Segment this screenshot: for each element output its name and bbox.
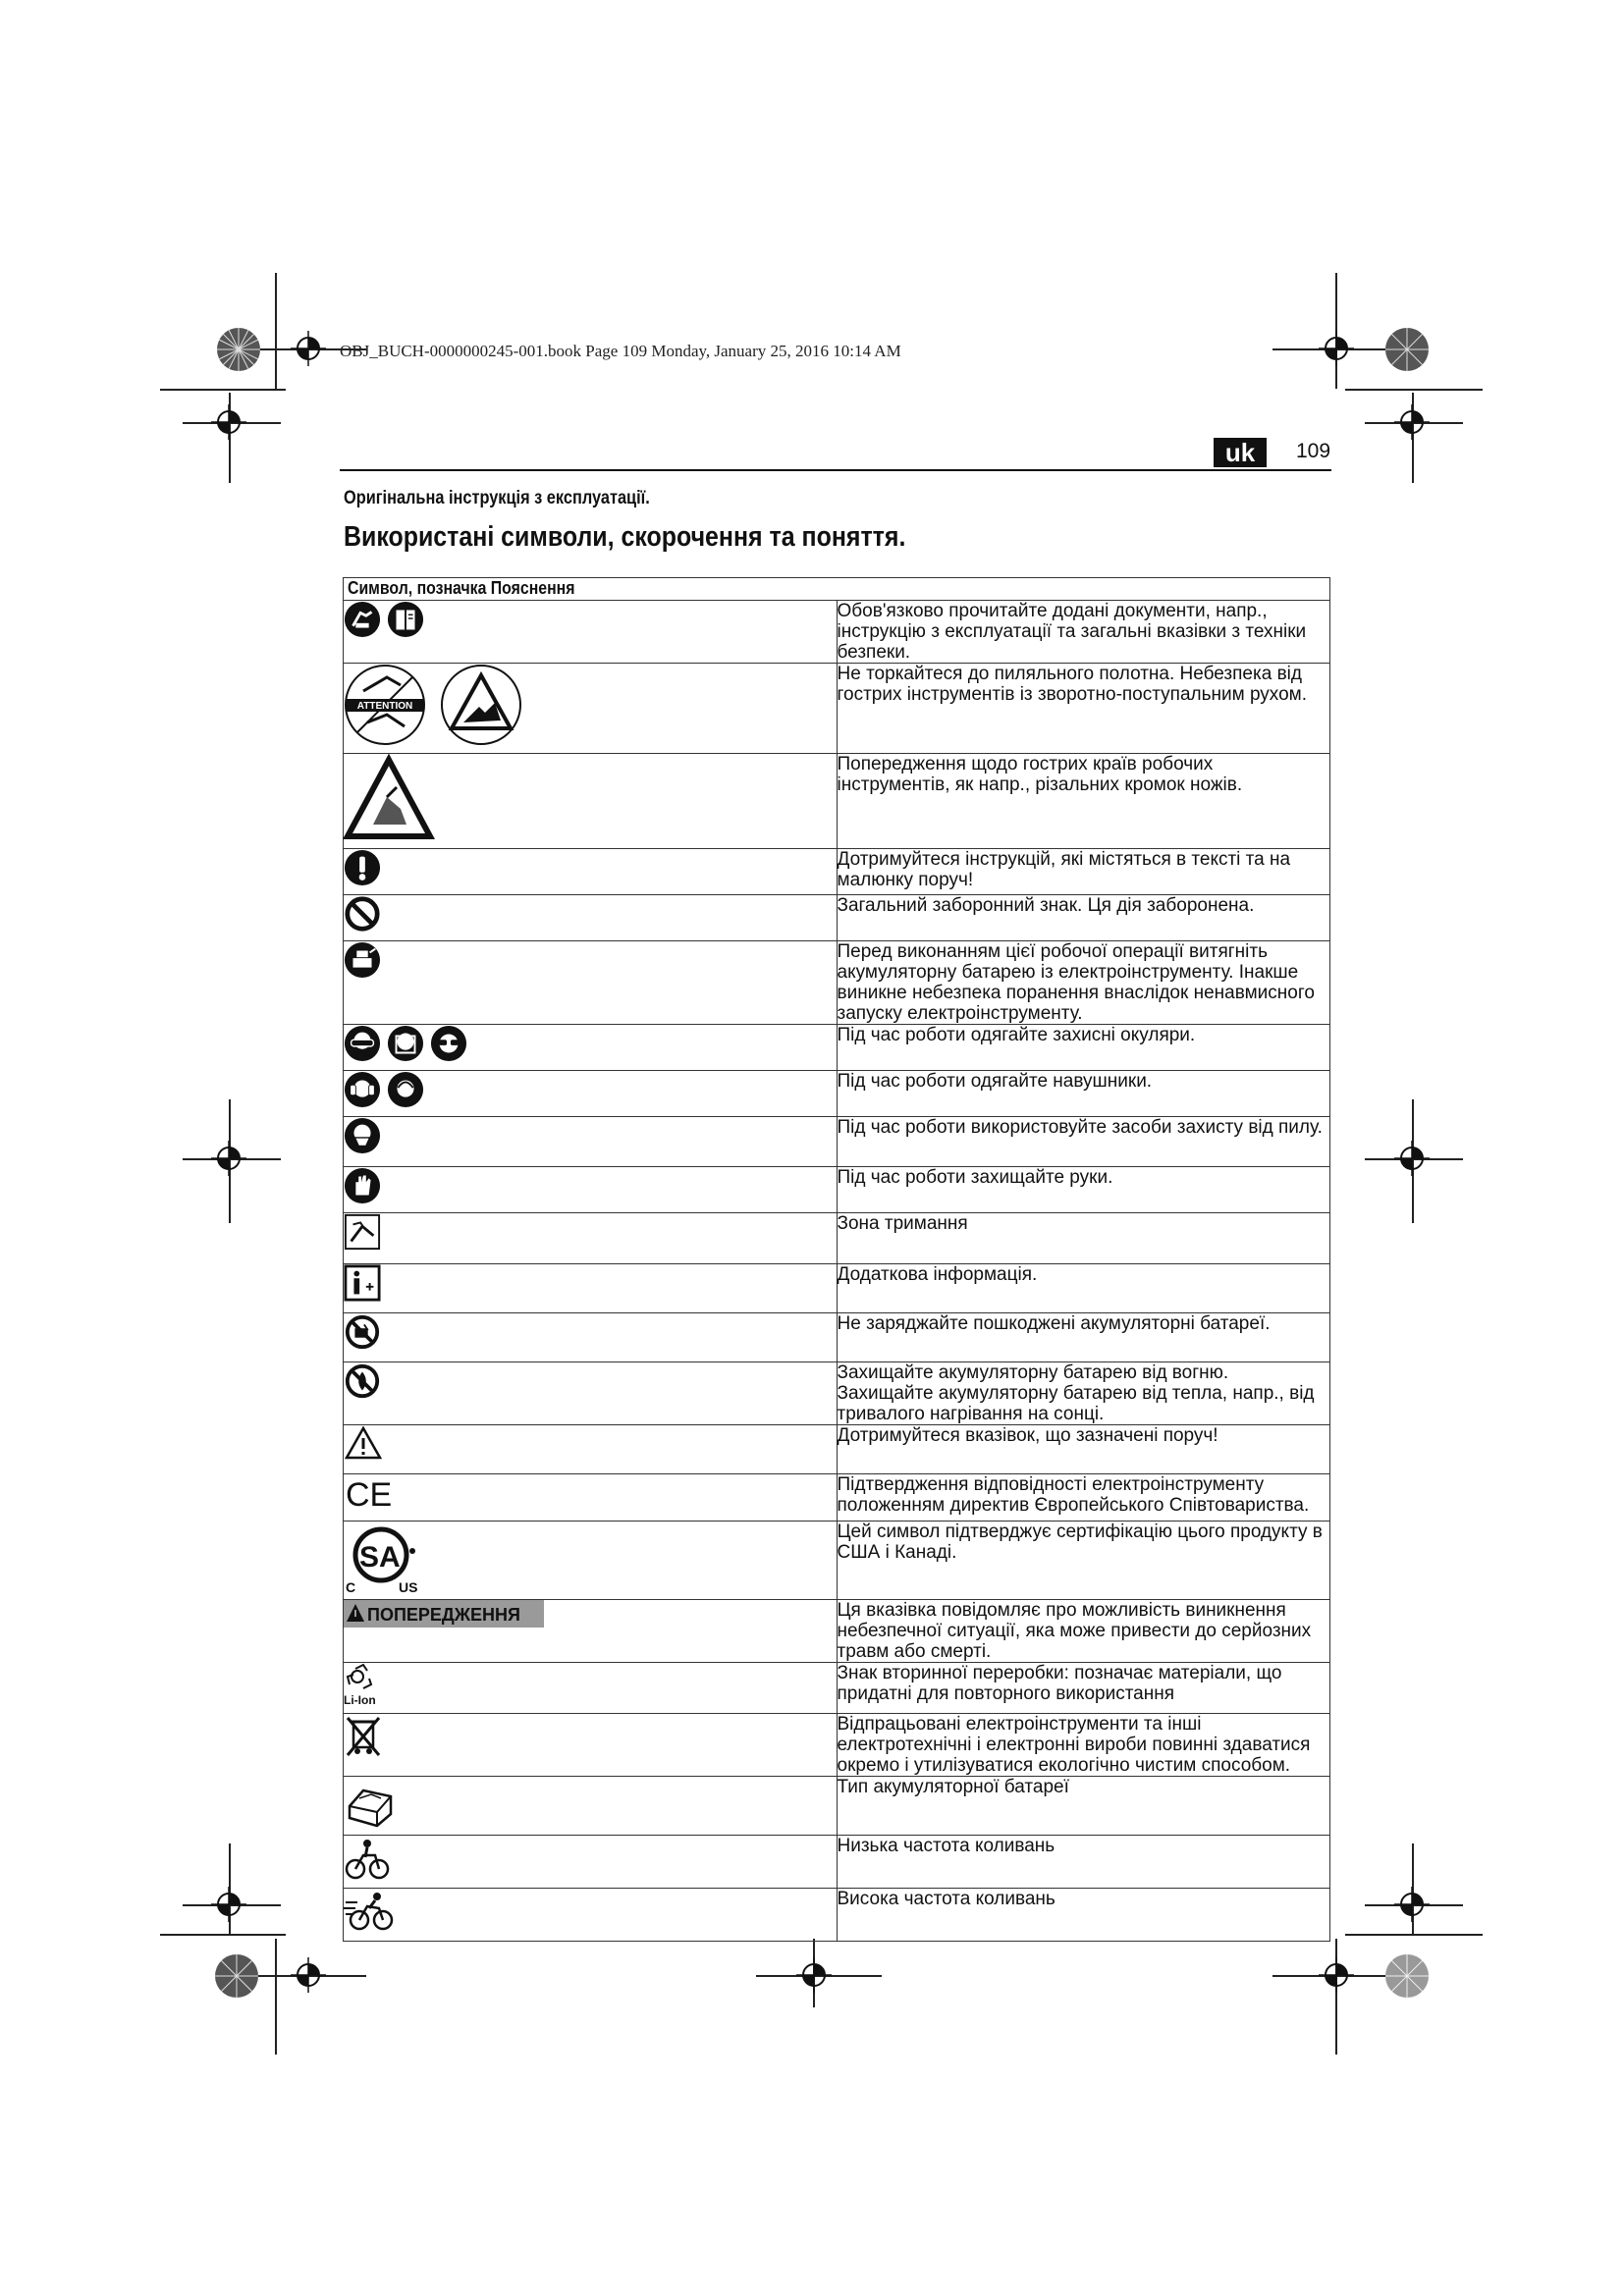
ce-mark-icon <box>344 1474 393 1514</box>
symbol-cell <box>344 1889 838 1942</box>
remove-battery-icon <box>344 941 381 979</box>
attention-hands-icon <box>344 664 426 746</box>
document-subtitle: Оригінальна інструкція з експлуатації. <box>344 488 650 508</box>
description-cell: Під час роботи захищайте руки. <box>837 1167 1330 1213</box>
table-row <box>344 1474 1330 1522</box>
table-row <box>344 895 1330 941</box>
description-cell: Цей символ підтверджує сертифікацію цього продукту в США і Канаді. <box>837 1522 1330 1600</box>
section-title: Використані символи, скорочення та поняття. <box>344 521 906 553</box>
table-row <box>344 1777 1330 1836</box>
symbol-cell <box>344 1071 838 1117</box>
grip-area-icon <box>344 1213 381 1251</box>
no-fire-icon <box>344 1362 381 1400</box>
table-row <box>344 1889 1330 1942</box>
symbol-cell <box>344 1213 838 1264</box>
symbol-cell <box>344 1425 838 1474</box>
description-cell: Тип акумуляторної батареї <box>837 1777 1330 1836</box>
description-cell: Не торкайтеся до пиляльного полотна. Небезпека від гострих інструментів із зворотно-поступальним рухом. <box>837 664 1330 754</box>
table-row <box>344 849 1330 895</box>
high-vibration-icon <box>344 1889 397 1934</box>
svg-text:Li-Ion: Li-Ion <box>344 1693 376 1707</box>
color-burst-icon <box>214 1953 259 1999</box>
ear-protection-icon <box>344 1071 381 1108</box>
warning-triangle-icon <box>344 1425 383 1461</box>
book-info-line: OBJ_BUCH-0000000245-001.book Page 109 Monday, January 25, 2016 10:14 AM <box>340 342 901 360</box>
gloves-icon <box>344 1167 381 1204</box>
symbol-cell <box>344 1167 838 1213</box>
symbol-cell <box>344 1663 838 1714</box>
symbols-table <box>343 577 1330 1942</box>
symbol-cell <box>344 1522 838 1600</box>
exclamation-icon <box>344 849 381 886</box>
description-cell: Додаткова інформація. <box>837 1264 1330 1313</box>
color-burst-icon <box>216 327 261 372</box>
symbol-cell <box>344 941 838 1025</box>
table-row <box>344 1167 1330 1213</box>
table-row <box>344 1264 1330 1313</box>
registration-mark-icon <box>211 1887 246 1922</box>
no-damaged-battery-icon <box>344 1313 381 1351</box>
color-burst-icon <box>1384 327 1430 372</box>
table-row <box>344 1600 1330 1663</box>
registration-mark-icon <box>291 1957 326 1993</box>
info-icon <box>344 1264 381 1302</box>
svg-text:ATTENTION: ATTENTION <box>356 701 413 712</box>
table-row <box>344 1425 1330 1474</box>
symbol-cell <box>344 1313 838 1362</box>
language-tab: uk <box>1214 438 1267 467</box>
table-row <box>344 1213 1330 1264</box>
description-cell: Не заряджайте пошкоджені акумуляторні батареї. <box>837 1313 1330 1362</box>
battery-pack-icon <box>344 1777 397 1830</box>
description-cell: Під час роботи використовуйте засоби захисту від пилу. <box>837 1117 1330 1167</box>
symbol-cell <box>344 1362 838 1425</box>
symbol-cell <box>344 895 838 941</box>
color-burst-icon <box>1384 1953 1430 1999</box>
face-shield-icon <box>387 1025 424 1062</box>
registration-mark-icon <box>1319 1957 1354 1993</box>
prohibition-icon <box>344 895 381 933</box>
symbol-cell <box>344 1117 838 1167</box>
symbol-cell <box>344 1264 838 1313</box>
table-row <box>344 601 1330 664</box>
dust-mask-icon <box>344 1117 381 1154</box>
symbol-cell <box>344 1474 838 1522</box>
description-cell: Перед виконанням цієї робочої операції витягніть акумуляторну батарею із електроінструменту. Інакше виникне небезпека поранення внаслідок ненавмисного запуску електроінструменту. <box>837 941 1330 1025</box>
symbol-cell <box>344 1025 838 1071</box>
description-cell: Попередження щодо гострих країв робочих інструментів, як напр., різальних кромок ножів. <box>837 754 1330 849</box>
table-header-row <box>344 578 1330 601</box>
page-number: 109 <box>1296 440 1331 462</box>
description-cell: Зона тримання <box>837 1213 1330 1264</box>
symbol-cell <box>344 664 838 754</box>
description-cell: Під час роботи одягайте захисні окуляри. <box>837 1025 1330 1071</box>
svg-text:ПОПЕРЕДЖЕННЯ: ПОПЕРЕДЖЕННЯ <box>367 1605 520 1625</box>
ear-protection-icon <box>387 1071 424 1108</box>
symbol-cell <box>344 849 838 895</box>
symbol-cell <box>344 601 838 664</box>
description-cell: Знак вторинної переробки: позначає матеріали, що придатні для повторного використання <box>837 1663 1330 1714</box>
description-cell: Захищайте акумуляторну батарею від вогню. Захищайте акумуляторну батарею від тепла, напр., від тривалого нагрівання на сонці. <box>837 1362 1330 1425</box>
weee-bin-icon <box>344 1714 383 1757</box>
symbol-cell <box>344 1836 838 1889</box>
symbol-cell <box>344 1714 838 1777</box>
table-row <box>344 1522 1330 1600</box>
description-cell: Під час роботи одягайте навушники. <box>837 1071 1330 1117</box>
svg-text:US: US <box>399 1579 418 1595</box>
table-row <box>344 664 1330 754</box>
registration-mark-icon <box>291 331 326 366</box>
safety-glasses-icon <box>430 1025 467 1062</box>
description-cell: Ця вказівка повідомляє про можливість виникнення небезпечної ситуації, яка може привести до серйозних травм або смерті. <box>837 1600 1330 1663</box>
table-row <box>344 1117 1330 1167</box>
table-row <box>344 1836 1330 1889</box>
description-cell: Підтвердження відповідності електроінструменту положенням директив Європейського Співтовариства. <box>837 1474 1330 1522</box>
read-manual-icon <box>344 601 381 638</box>
registration-mark-icon <box>796 1957 832 1993</box>
registration-mark-icon <box>1394 404 1430 440</box>
table-row <box>344 941 1330 1025</box>
svg-text:SA: SA <box>359 1541 401 1574</box>
table-row <box>344 1071 1330 1117</box>
description-cell: Дотримуйтеся вказівок, що зазначені поруч! <box>837 1425 1330 1474</box>
csa-mark-icon <box>344 1522 428 1594</box>
saw-blade-warning-icon <box>440 664 522 746</box>
table-row <box>344 1362 1330 1425</box>
table-row <box>344 1714 1330 1777</box>
sharp-edge-warning-icon <box>344 754 434 842</box>
table-row <box>344 754 1330 849</box>
header-rule <box>340 469 1331 471</box>
registration-mark-icon <box>1394 1141 1430 1176</box>
symbol-cell <box>344 1777 838 1836</box>
registration-mark-icon <box>1319 331 1354 366</box>
description-cell: Дотримуйтеся інструкцій, які містяться в тексті та на малюнку поруч! <box>837 849 1330 895</box>
registration-mark-icon <box>211 404 246 440</box>
table-row <box>344 1663 1330 1714</box>
svg-text:C: C <box>346 1579 356 1595</box>
description-cell: Низька частота коливань <box>837 1836 1330 1889</box>
table-row <box>344 1025 1330 1071</box>
svg-text:CE: CE <box>346 1476 393 1514</box>
registration-mark-icon <box>211 1141 246 1176</box>
goggles-icon <box>344 1025 381 1062</box>
table-row <box>344 1313 1330 1362</box>
symbol-cell <box>344 754 838 849</box>
table-header: Символ, позначка Пояснення <box>344 578 1330 601</box>
low-vibration-icon <box>344 1836 391 1881</box>
description-cell: Висока частота коливань <box>837 1889 1330 1942</box>
description-cell: Обов'язково прочитайте додані документи, напр., інструкцію з експлуатації та загальні вказівки з техніки безпеки. <box>837 601 1330 664</box>
warning-label-icon <box>344 1600 544 1628</box>
description-cell: Загальний заборонний знак. Ця дія заборонена. <box>837 895 1330 941</box>
registration-mark-icon <box>1394 1887 1430 1922</box>
book-icon <box>387 601 424 638</box>
recycling-liion-icon <box>344 1663 387 1708</box>
description-cell: Відпрацьовані електроінструменти та інші електротехнічні і електронні вироби повинні здаватися окремо і утилізуватися екологічно чистим способом. <box>837 1714 1330 1777</box>
symbol-cell <box>344 1600 838 1663</box>
